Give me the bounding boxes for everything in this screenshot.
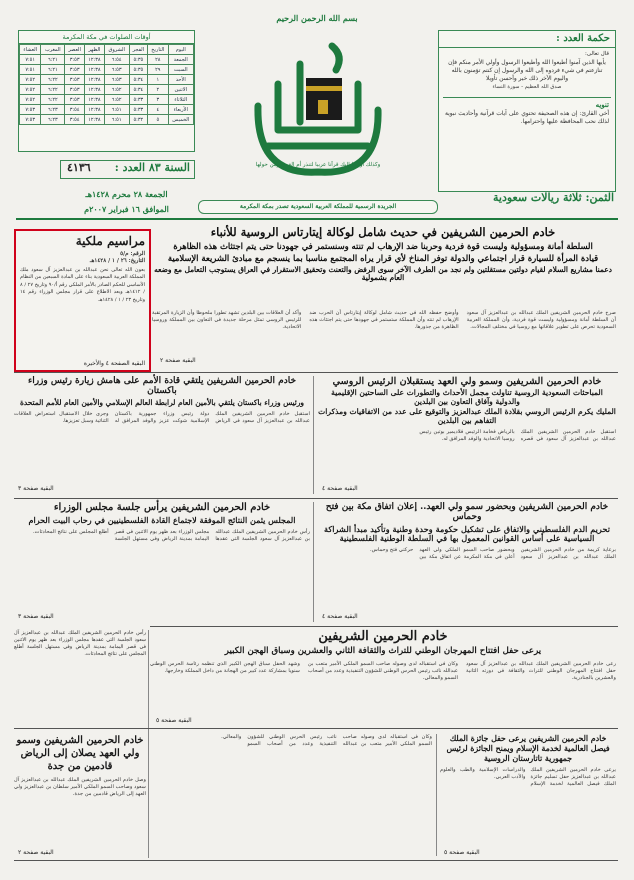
story-cabinet-continued-link[interactable]: البقية صفحة ٣ — [18, 613, 54, 620]
price-label: الثمن: ثلاثة ريالات سعودية — [492, 191, 614, 204]
section-rule — [14, 728, 618, 729]
story-putin-deck-1: المباحثات السعودية الروسية تناولت مجمل الأحداث والتطورات على الساحتين الإقليمية والدولية وآفاق التعاون بين البلدين — [331, 388, 603, 406]
section-rule — [14, 372, 618, 373]
story-prize-headline: خادم الحرمين الشريفين يرعى حفل جائزة الملك فيصل العالمية لخدمة الإسلام ويمنح الجائزة لرئيس جمهورية تاتارستان الروسية — [446, 734, 610, 763]
story-pakistan-headline: خادم الحرمين الشريفين يلتقي قادة الأمم على هامش زيارة رئيس وزراء باكستان — [27, 376, 297, 397]
story-pakistan-continued-link[interactable]: البقية صفحة ٣ — [18, 485, 54, 492]
story-king-faisal-prize — [440, 734, 616, 856]
table-row: الخميس ٥ ٥:٣٢ ٦:٥١ ١٢:٣٨ ٣:٥٤ ٦:٢٣ ٧:٥٣ — [20, 115, 194, 125]
kaaba-logo-icon — [240, 26, 396, 194]
story-putin-continued-link[interactable]: البقية صفحة ٤ — [322, 485, 358, 492]
story-cabinet — [14, 502, 310, 622]
column-divider — [148, 630, 149, 858]
story-cabinet-extra: رأس خادم الحرمين الشريفين الملك عبدالله بن عبدالعزيز آل سعود الجلسة التي عقدها مجلس الوزراء بعد ظهر يوم الاثنين في قصر اليمامة بمدينة الرياض وفي مستهل الجلسة أطلع المجلس على نتائج المحادثات. — [14, 630, 146, 657]
royal-decrees-box — [14, 229, 151, 372]
newspaper-logo — [240, 26, 396, 194]
issue-number-box — [60, 160, 195, 179]
main-story — [150, 226, 616, 283]
table-row: الأربعاء ٤ ٥:٣٣ ٦:٥١ ١٢:٣٨ ٣:٥٤ ٦:٢٣ ٧:٥٣ — [20, 105, 194, 115]
section-rule — [14, 498, 618, 499]
story-putin — [318, 376, 616, 494]
story-festival-column: وكان في استقباله لدى وصوله صاحب السمو الملكي الأمير متعب بن عبدالله نائب رئيس الحرس الوطني للشؤون التنفيذية وعدد من أصحاب السمو والمعالي. — [308, 660, 458, 681]
year-issue-label: السنة ٨٣ العدد : — [114, 161, 190, 174]
story-festival-continued-link[interactable]: البقية صفحة ٥ — [156, 717, 192, 724]
story-putin-body: استقبل خادم الحرمين الشريفين الملك عبدالله بن عبدالعزيز آل سعود في قصره بالرياض فخامة الرئيس فلاديمير بوتين رئيس روسيا الاتحادية والوفد المرافق له. — [419, 428, 616, 442]
story-festival-column: رعى خادم الحرمين الشريفين الملك عبدالله بن عبدالعزيز آل سعود حفل افتتاح المهرجان الوطني للتراث والثقافة في دورته الثانية والعشرين بالجنادرية. — [466, 660, 616, 681]
story-return — [14, 734, 146, 856]
wisdom-intro: قال تعالى: — [584, 50, 609, 57]
story-putin-headline: خادم الحرمين الشريفين وسمو ولي العهد يستقبلان الرئيس الروسي — [332, 376, 602, 387]
main-story-body — [152, 310, 616, 366]
column-divider — [313, 502, 314, 622]
story-festival-overflow — [152, 734, 432, 856]
notice-text: أخي القارئ: إن هذه الصحيفة تحتوي على آيات قرآنية وأحاديث نبوية لذلك نحب المحافظة عليها واحترامها. — [445, 110, 609, 125]
footer-rule — [14, 860, 618, 861]
issue-number: ٤١٣٦ — [67, 161, 91, 174]
column-divider — [436, 734, 437, 856]
story-mecca-continued-link[interactable]: البقية صفحة ٤ — [322, 613, 358, 620]
table-header-row: اليوم التاريخ الفجر الشروق الظهر العصر المغرب العشاء — [20, 45, 194, 55]
story-festival-deck: يرعى حفل افتتاح المهرجان الوطني للتراث والثقافة الثاني والعشرين وسباق الهجن الكبير — [224, 645, 542, 656]
table-row: السبت ٢٩ ٥:٣٥ ٦:٥٣ ١٢:٣٨ ٣:٥٣ ٦:٢١ ٧:٥١ — [20, 65, 194, 75]
story-festival-body — [150, 661, 616, 682]
date-gregorian: الموافق ١٦ فبراير ٢٠٠٧م — [84, 204, 169, 214]
story-cabinet-continued-column — [14, 630, 146, 724]
story-mecca-body: برعاية كريمة من خادم الحرمين الشريفين الملك عبدالله بن عبدالعزيز آل سعود وبحضور صاحب السمو الملكي ولي العهد أعلن في مكة المكرمة عن اتفاق مكة بين حركتي فتح وحماس. — [369, 546, 616, 560]
section-rule — [150, 626, 618, 627]
story-prize-continued-link[interactable]: البقية صفحة ٥ — [444, 849, 480, 856]
story-mecca-headline: خادم الحرمين الشريفين وبحضور سمو ولي العهد.. إعلان اتفاق مكة بين فتح وحماس — [325, 502, 609, 523]
story-pakistan — [14, 376, 310, 494]
prayer-times-table — [19, 44, 194, 125]
story-festival-headline: خادم الحرمين الشريفين — [318, 629, 448, 644]
quran-verse: وكذلك أوحينا إليك قرآنا عربيا لتنذر أم القرى ومن حولها — [255, 161, 381, 168]
decree-body: بعون الله تعالى نحن عبدالله بن عبدالعزيز آل سعود ملك المملكة العربية السعودية بناء على المادة السبعين من النظام الأساسي للحكم الصادر بالأمر الملكي رقم أ/٩٠ وتاريخ ٢٧ / ٨ / ١٤١٢هـ وبعد الاطلاع على قرار مجلس الوزراء رقم ١٤ وتاريخ ٢٣ / ١ / ١٤٢٨هـ — [20, 266, 145, 303]
wisdom-box — [438, 30, 616, 192]
main-story-column: صرح خادم الحرمين الشريفين الملك عبدالله بن عبدالعزيز آل سعود أن السلطة أمانة ومسؤولية وليست قوة فردية، وأن المملكة العربية السعودية تحرص على تطوير علاقاتها مع روسيا في مختلف المجالات. — [466, 310, 616, 330]
story-pakistan-body: استقبل خادم الحرمين الشريفين الملك عبدالله بن عبدالعزيز آل سعود في الرياض دولة رئيس وزراء جمهورية باكستان الإسلامية شوكت عزيز والوفد المرافق له وجرى خلال الاستقبال استعراض العلاقات الثنائية وسبل تعزيزها. — [14, 411, 310, 425]
story-return-continued-link[interactable]: البقية صفحة ٢ — [18, 849, 54, 856]
prayer-times-title: أوقات الصلوات في مكة المكرمة — [19, 31, 194, 44]
column-divider — [313, 376, 314, 494]
date-hijri: الجمعة ٢٨ محرم ١٤٢٨هـ — [85, 189, 168, 199]
story-festival-column: وشهد الحفل سباق الهجن الكبير الذي تنظمه رئاسة الحرس الوطني سنويا بمشاركة عدد كبير من الهجانة من داخل المملكة وخارجها. — [150, 660, 300, 674]
story-cabinet-body: رأس خادم الحرمين الشريفين الملك عبدالله بن عبدالعزيز آل سعود الجلسة التي عقدها مجلس الوزراء بعد ظهر يوم الاثنين في قصر اليمامة بمدينة الرياض وفي مستهل الجلسة أطلع المجلس على نتائج المحادثات. — [33, 528, 310, 542]
wisdom-verse: يأيها الذين آمنوا أطيعوا الله وأطيعوا الرسول وأولي الأمر منكم فإن تنازعتم في شيء فردوه إلى الله والرسول إن كنتم تؤمنون بالله واليوم الآخر ذلك خير وأحسن تأويلا — [448, 59, 606, 82]
story-return-headline: خادم الحرمين الشريفين وسمو ولي العهد يصلان إلى الرياض قادمين من جدة — [16, 735, 144, 772]
main-story-deck-3: دعمنا مشاريع السلام لقيام دولتين مستقلتين ولم نجد من الطرف الآخر سوى الرفض والتعنت وتحقيق الاستقرار في العراق يستوجب التعامل مع وضعه العام بشمولية — [154, 264, 612, 283]
wisdom-title: حكمة العدد : — [439, 31, 615, 48]
masthead-rule — [16, 218, 618, 220]
official-subtitle: الجريدة الرسمية للمملكة العربية السعودية تصدر بمكة المكرمة — [198, 200, 438, 214]
main-story-column: وأوضح حفظه الله في حديث شامل لوكالة إيتارتاس أن الحرب ضد الإرهاب لم تنته وأن المملكة ستستمر في جهودها حتى يتم اجتثاث هذه الظاهرة من جذورها. — [309, 310, 459, 330]
story-mecca-deck: تحريم الدم الفلسطيني والاتفاق على تشكيل حكومة وحدة وطنية وتأكيد مبدأ الشراكة السياسية على أساس القوانين المعمول بها في السلطة الوطنية الفلسطينية — [323, 523, 611, 544]
story-prize-body: يرعى خادم الحرمين الشريفين الملك عبدالله بن عبدالعزيز حفل تسليم جائزة الملك فيصل العالمية لخدمة الإسلام والدراسات الإسلامية والطب والعلوم والأدب العربي. — [440, 767, 616, 787]
notice-title: تنويه — [595, 99, 609, 109]
story-festival — [150, 630, 616, 724]
story-return-body: وصل خادم الحرمين الشريفين الملك عبدالله بن عبدالعزيز آل سعود وصاحب السمو الملكي الأمير سلطان بن عبدالعزيز ولي العهد إلى الرياض قادمين من جدة. — [14, 777, 146, 797]
basmala: بسم الله الرحمن الرحيم — [276, 13, 358, 23]
table-row: الثلاثاء ٣ ٥:٣٣ ٦:٥٢ ١٢:٣٨ ٣:٥٣ ٦:٢٢ ٧:٥٢ — [20, 95, 194, 105]
story-mecca-agreement — [318, 502, 616, 622]
main-story-deck-2: قيادة المرأة للسيارة قرار اجتماعي والدولة توفر المناخ لأي قرار يراه المجتمع مناسبا بما ينسجم مع مبادئ الشريعة الإسلامية — [167, 252, 599, 263]
table-row: الاثنين ٢ ٥:٣٤ ٦:٥٢ ١٢:٣٨ ٣:٥٣ ٦:٢٢ ٧:٥٢ — [20, 85, 194, 95]
story-pakistan-deck: ورئيس وزراء باكستان يلتقي بالأمين العام لرابطة العالم الإسلامي والأمين العام للأمم المتحدة — [20, 397, 304, 407]
table-row: الأحد ١ ٥:٣٤ ٦:٥٣ ١٢:٣٨ ٣:٥٣ ٦:٢٢ ٧:٥٢ — [20, 75, 194, 85]
decrees-title: مراسيم ملكية — [75, 234, 145, 248]
decree-number: الرقم: م/٥ — [120, 250, 145, 257]
story-cabinet-headline: خادم الحرمين الشريفين يرأس جلسة مجلس الوزراء — [53, 502, 271, 513]
decrees-continued-link[interactable]: البقية الصفحة ٤ والأخيرة — [83, 360, 145, 367]
main-story-column: وأكد أن العلاقات بين البلدين تشهد تطورا ملحوظا وأن الزيارة المرتقبة للرئيس الروسي تمثل مرحلة جديدة في التعاون بين المملكة وروسيا الاتحادية. — [152, 310, 302, 330]
decree-date: التاريخ: ٢٦ / ١ / ١٤٢٨هـ — [89, 257, 145, 264]
table-row: الجمعة ٢٨ ٥:٣٥ ٦:٥٤ ١٢:٣٨ ٣:٥٣ ٦:٢١ ٧:٥١ — [20, 55, 194, 65]
story-putin-deck-2: المليك يكرم الرئيس الروسي بقلادة الملك عبدالعزيز والتوقيع على عدد من الاتفاقيات ومذكرات التفاهم بين البلدين — [318, 407, 616, 426]
prayer-times-box — [18, 30, 195, 152]
wisdom-reference: صدق الله العظيم - سورة النساء — [492, 83, 562, 90]
story-festival-overflow-body: وكان في استقباله لدى وصوله صاحب السمو الملكي الأمير متعب بن عبدالله نائب رئيس الحرس الوطني للشؤون التنفيذية وعدد من أصحاب السمو والمعالي. — [221, 734, 432, 747]
main-story-headline: خادم الحرمين الشريفين في حديث شامل لوكالة إيتارتاس الروسية للأنباء — [210, 225, 556, 239]
main-story-deck-1: السلطة أمانة ومسؤولية وليست قوة فردية وحربنا ضد الإرهاب لم تنته وسنستمر في جهودنا حتى يتم اجتثاث هذه الظاهرة — [173, 241, 593, 252]
story-cabinet-deck: المجلس يثمن النتائج الموفقة لاجتماع القادة الفلسطينيين في رحاب البيت الحرام — [28, 514, 296, 525]
main-story-continued-link[interactable]: البقية صفحة ٢ — [160, 357, 196, 364]
